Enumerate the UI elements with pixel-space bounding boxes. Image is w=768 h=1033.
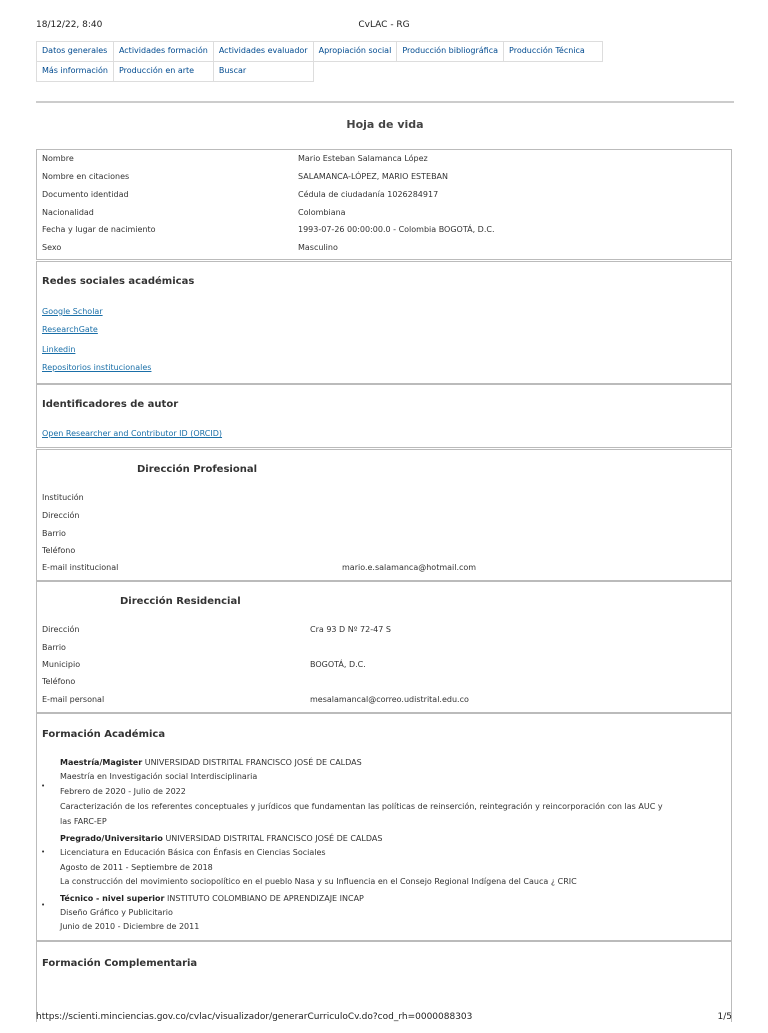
section-title: Formación Académica [42,729,166,740]
label-barrio: Barrio [42,529,66,538]
section-title: Formación Complementaria [42,958,198,969]
education-thesis: Caracterización de los referentes conceptuales y jurídicos que fundamentan las políticas de reinserción, reintegración y reincorporación con las AUC y [60,802,663,811]
label-nacionalidad: Nacionalidad [42,208,94,217]
divider [36,101,734,103]
direccion-residencial-section [36,581,732,713]
print-title: CvLAC - RG [358,20,410,30]
label-nombre-citaciones: Nombre en citaciones [42,172,130,181]
value-email-personal: mesalamancal@correo.udistrital.edu.co [310,695,469,704]
section-title: Dirección Residencial [120,596,241,607]
education-program: Licenciatura en Educación Básica con Énfasis en Ciencias Sociales [60,848,326,857]
label-email-personal: E-mail personal [42,695,105,704]
education-thesis-cont: las FARC-EP [60,817,107,826]
label-direccion: Dirección [42,511,80,520]
education-institution: INSTITUTO COLOMBIANO DE APRENDIZAJE INCAP [167,894,364,903]
nav-produccion-arte[interactable]: Producción en arte [113,62,213,82]
value-documento: Cédula de ciudadanía 1026284917 [298,190,439,199]
value-email-institucional: mario.e.salamanca@hotmail.com [342,563,477,572]
label-nombre: Nombre [42,154,74,163]
education-level: Pregrado/Universitario [60,834,163,843]
label-barrio: Barrio [42,643,66,652]
label-telefono: Teléfono [42,546,76,555]
nav-mas-informacion[interactable]: Más información [37,62,114,82]
education-level: Técnico - nivel superior [60,894,165,903]
label-email-institucional: E-mail institucional [42,563,119,572]
label-sexo: Sexo [42,243,62,252]
nav-actividades-evaluador[interactable]: Actividades evaluador [213,42,313,62]
link-repositorios[interactable]: Repositorios institucionales [42,363,152,372]
education-institution: UNIVERSIDAD DISTRITAL FRANCISCO JOSÉ DE CALDAS [165,834,383,843]
link-linkedin[interactable]: Linkedin [42,345,76,354]
education-dates: Febrero de 2020 - Julio de 2022 [60,787,186,796]
nav-apropiacion-social[interactable]: Apropiación social [313,42,397,62]
formacion-academica-section [36,713,732,941]
label-direccion: Dirección [42,625,80,634]
section-title: Identificadores de autor [42,399,179,410]
bullet: • [41,848,46,856]
redes-sociales-section [36,261,732,384]
value-nacionalidad: Colombiana [298,208,346,217]
page-title: Hoja de vida [346,118,424,131]
label-documento: Documento identidad [42,190,129,199]
value-municipio: BOGOTÁ, D.C. [310,660,366,669]
personal-data-section [36,149,732,260]
value-nombre-citaciones: SALAMANCA-LÓPEZ, MARIO ESTEBAN [298,172,449,181]
bullet: • [41,782,46,790]
education-thesis: La construcción del movimiento sociopolítico en el pueblo Nasa y su Influencia en el Consejo Regional Indígena del Cauca ¿ CRIC [60,877,577,886]
link-researchgate[interactable]: ResearchGate [42,325,98,334]
identificadores-section [36,384,732,448]
education-dates: Junio de 2010 - Diciembre de 2011 [60,922,200,931]
print-url: https://scienti.minciencias.gov.co/cvlac/visualizador/generarCurriculoCv.do?cod_rh=0000088303 [36,1012,473,1022]
education-dates: Agosto de 2011 - Septiembre de 2018 [60,863,213,872]
section-title: Redes sociales académicas [42,276,195,287]
print-datetime: 18/12/22, 8:40 [36,20,103,30]
nav-menu [36,41,603,82]
education-entry-header [60,894,364,903]
label-municipio: Municipio [42,660,81,669]
print-footer [36,1012,732,1033]
print-header [36,20,732,34]
nav-actividades-formacion[interactable]: Actividades formación [113,42,213,62]
education-institution: UNIVERSIDAD DISTRITAL FRANCISCO JOSÉ DE CALDAS [144,758,362,767]
education-entry-header [60,758,362,767]
nav-buscar[interactable]: Buscar [213,62,313,82]
education-program: Maestría en Investigación social Interdisciplinaria [60,772,258,781]
value-nombre: Mario Esteban Salamanca López [298,154,428,163]
nav-produccion-bibliografica[interactable]: Producción bibliográfica [397,42,504,62]
education-level: Maestría/Magister [60,758,143,767]
link-orcid[interactable]: Open Researcher and Contributor ID (ORCID) [42,429,223,438]
section-title: Dirección Profesional [137,464,258,475]
value-sexo: Masculino [298,243,338,252]
bullet: • [41,901,46,909]
education-entry-header [60,834,382,843]
education-program: Diseño Gráfico y Publicitario [60,908,173,917]
formacion-complementaria-section [36,941,732,1022]
link-google-scholar[interactable]: Google Scholar [42,307,103,316]
nav-produccion-tecnica[interactable]: Producción Técnica [504,42,603,62]
label-institucion: Institución [42,493,84,502]
direccion-profesional-section [36,449,732,581]
label-telefono: Teléfono [42,677,76,686]
label-nacimiento: Fecha y lugar de nacimiento [42,225,156,234]
value-nacimiento: 1993-07-26 00:00:00.0 - Colombia BOGOTÁ, D.C. [298,225,495,234]
value-direccion: Cra 93 D Nº 72-47 S [310,625,391,634]
print-page-number: 1/5 [717,1012,732,1022]
nav-datos-generales[interactable]: Datos generales [37,42,114,62]
